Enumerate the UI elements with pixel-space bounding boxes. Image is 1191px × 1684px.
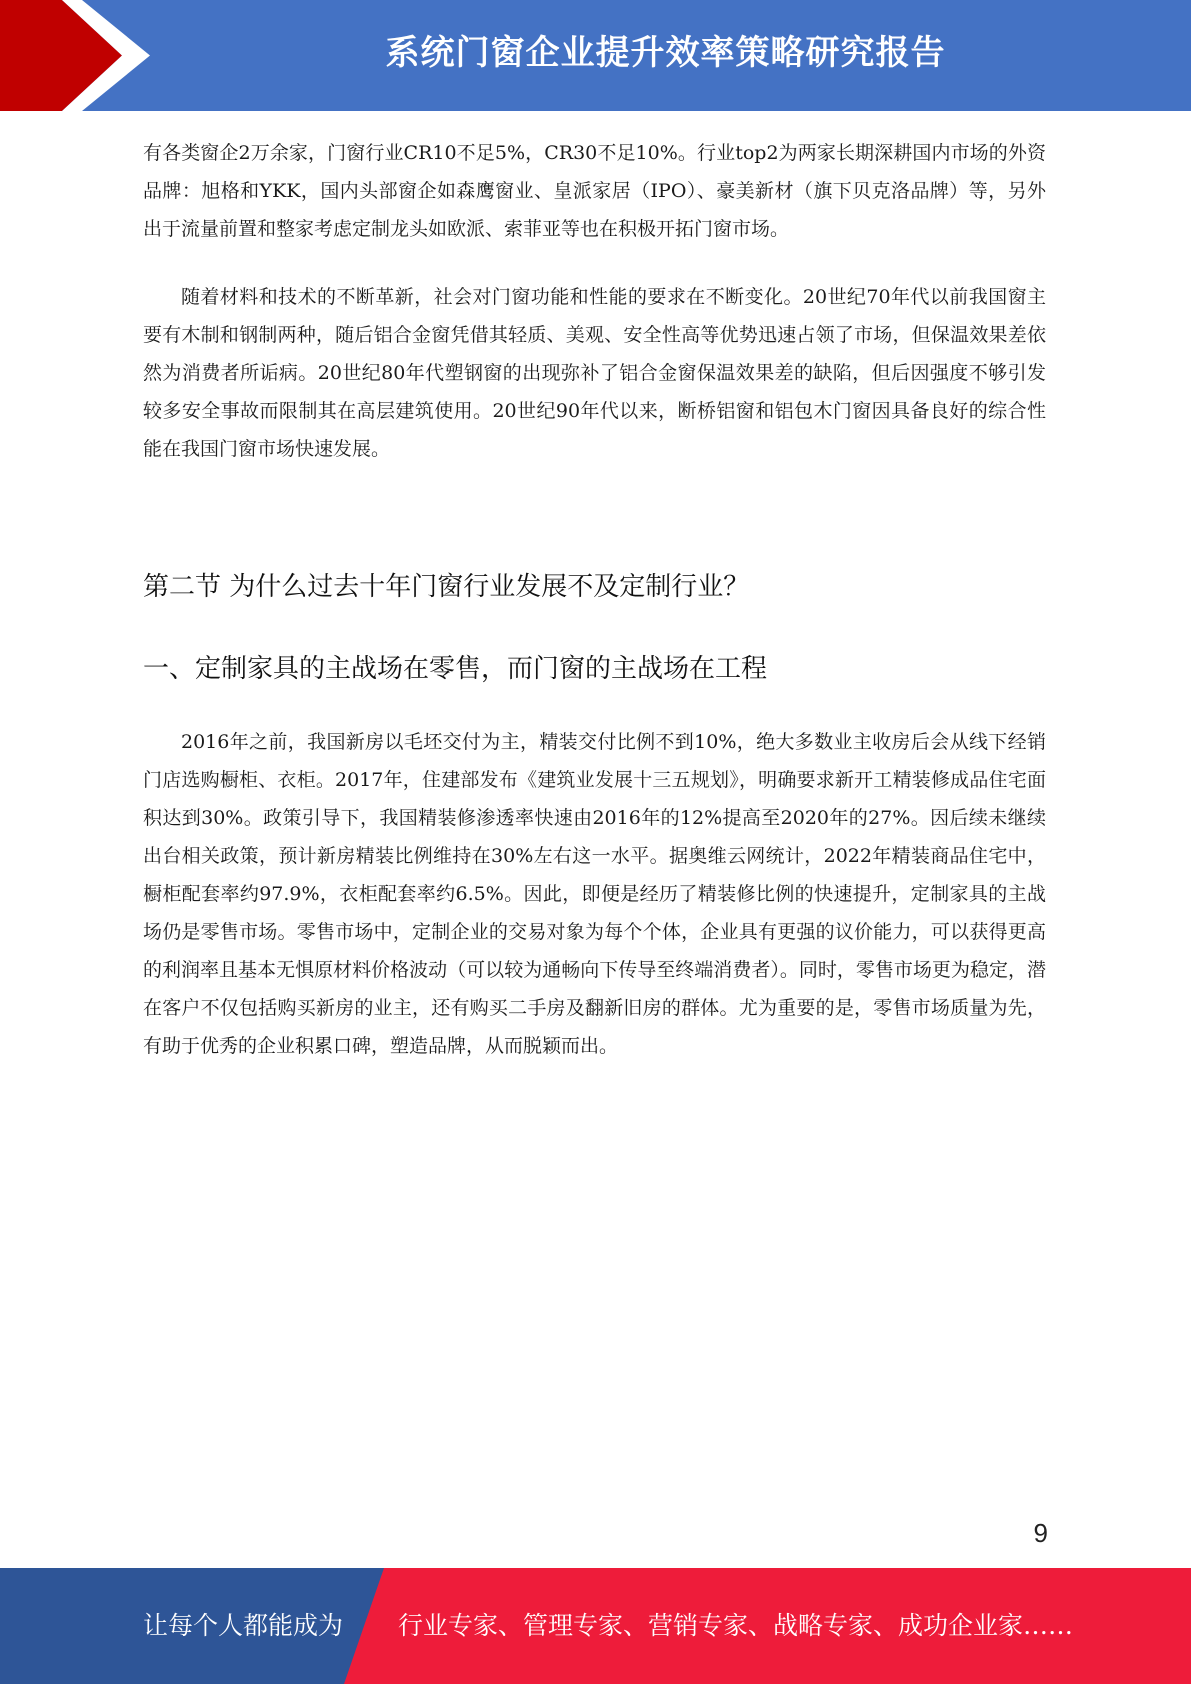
section-title: 第二节 为什么过去十年门窗行业发展不及定制行业？	[143, 572, 750, 602]
header-arrow-decoration	[0, 0, 160, 111]
footer-slogan-right: 行业专家、管理专家、营销专家、战略专家、成功企业家……	[398, 1611, 1074, 1640]
report-title: 系统门窗企业提升效率策略研究报告	[385, 33, 946, 73]
footer-slogan-left: 让每个人都能成为	[143, 1611, 344, 1640]
body-block-1	[143, 134, 1046, 248]
paragraph-1: 有各类窗企2万余家，门窗行业CR10不足5%，CR30不足10%。行业top2为两家长期深耕国内市场的外资品牌：旭格和YKK，国内头部窗企如森鹰窗业、皇派家居（IPO）、豪美新材（旗下贝克洛品牌）等，另外出于流量前置和整家考虑定制龙头如欧派、索菲亚等也在积极开拓门窗市场。	[143, 142, 1046, 240]
subsection-title: 一、定制家具的主战场在零售，而门窗的主战场在工程	[143, 654, 768, 684]
body-block-2	[143, 278, 1046, 468]
header-red-arrow	[0, 0, 122, 111]
paragraph-2: 随着材料和技术的不断革新，社会对门窗功能和性能的要求在不断变化。20世纪70年代以前我国窗主要有木制和钢制两种，随后铝合金窗凭借其轻质、美观、安全性高等优势迅速占领了市场，但保温效果差依然为消费者所诟病。20世纪80年代塑钢窗的出现弥补了铝合金窗保温效果差的缺陷，但后因强度不够引发较多安全事故而限制其在高层建筑使用。20世纪90年代以来，断桥铝窗和铝包木门窗因具备良好的综合性能在我国门窗市场快速发展。	[143, 286, 1046, 460]
report-footer	[0, 1568, 1191, 1684]
paragraph-3: 2016年之前，我国新房以毛坯交付为主，精装交付比例不到10%，绝大多数业主收房后会从线下经销门店选购橱柜、衣柜。2017年，住建部发布《建筑业发展十三五规划》，明确要求新开工精装修成品住宅面积达到30%。政策引导下，我国精装修渗透率快速由2016年的12%提高至2020年的27%。因后续未继续出台相关政策，预计新房精装比例维持在30%左右这一水平。据奥维云网统计，2022年精装商品住宅中，橱柜配套率约97.9%，衣柜配套率约6.5%。因此，即便是经历了精装修比例的快速提升，定制家具的主战场仍是零售市场。零售市场中，定制企业的交易对象为每个个体，企业具有更强的议价能力，可以获得更高的利润率且基本无惧原材料价格波动（可以较为通畅向下传导至终端消费者）。同时，零售市场更为稳定，潜在客户不仅包括购买新房的业主，还有购买二手房及翻新旧房的群体。尤为重要的是，零售市场质量为先，有助于优秀的企业积累口碑，塑造品牌，从而脱颖而出。	[143, 731, 1046, 1057]
body-block-3	[143, 723, 1046, 1065]
report-header	[0, 0, 1191, 111]
page-number: 9	[1033, 1518, 1048, 1548]
